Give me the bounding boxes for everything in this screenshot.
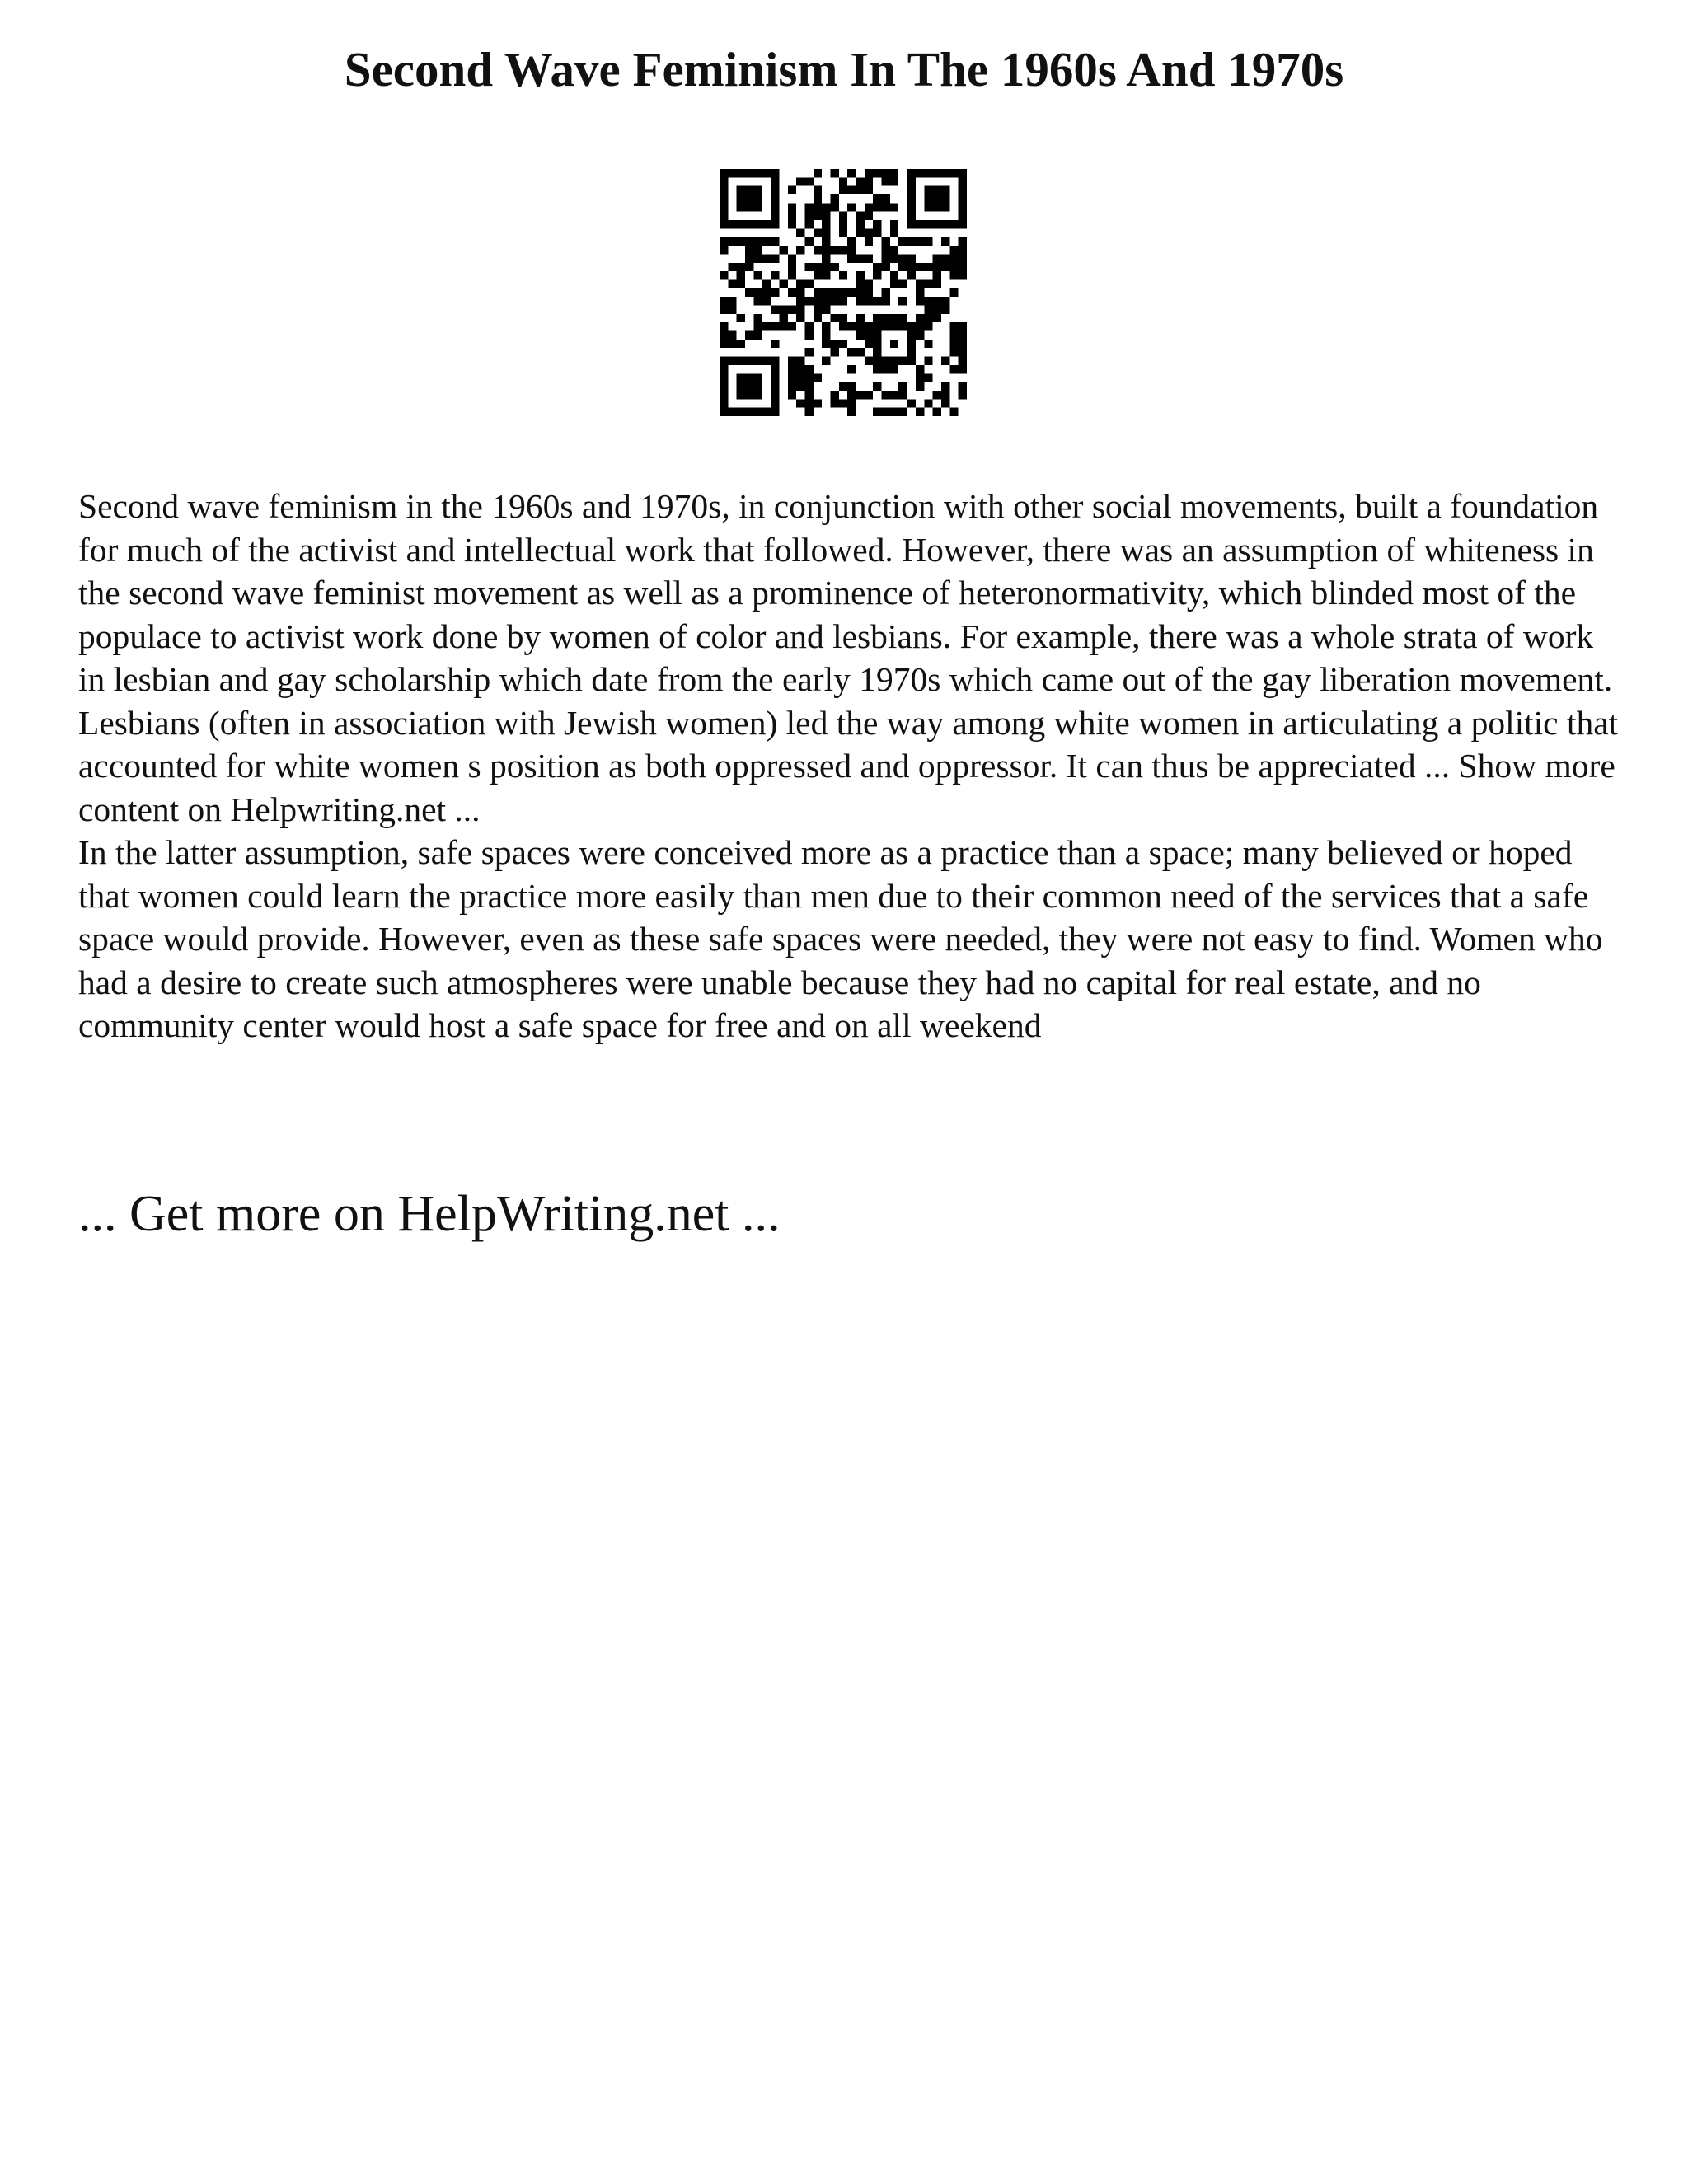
- article-body: [78, 485, 1620, 1047]
- paragraph-2: In the latter assumption, safe spaces were conceived more as a practice than a space; many believed or hoped that women could learn the practice more easily than men due to their common need of the services that a safe space would provide. However, even as these safe spaces were needed, they were not easy to find. Women who had a desire to create such atmospheres were unable because they had no capital for real estate, and no community center would host a safe space for free and on all weekend: [78, 833, 1603, 1044]
- qr-code-graphic: [720, 169, 967, 416]
- qr-code-icon: [720, 169, 967, 416]
- page-title: Second Wave Feminism In The 1960s And 1970s: [344, 42, 1344, 96]
- get-more-link[interactable]: ... Get more on HelpWriting.net ...: [78, 1186, 781, 1242]
- paragraph-1: Second wave feminism in the 1960s and 1970s, in conjunction with other social movements, built a foundation for much of the activist and intellectual work that followed. However, there was an assumption of whiteness in the second wave feminist movement as well as a prominence of heteronormativity, which blinded most of the populace to activist work done by women of color and lesbians. For example, there was a whole strata of work in lesbian and gay scholarship which date from the early 1970s which came out of the gay liberation movement. Lesbians (often in association with Jewish women) led the way among white women in articulating a politic that accounted for white women s position as both oppressed and oppressor. It can thus be appreciated ... Show more content on Helpwriting.net ...: [78, 487, 1619, 828]
